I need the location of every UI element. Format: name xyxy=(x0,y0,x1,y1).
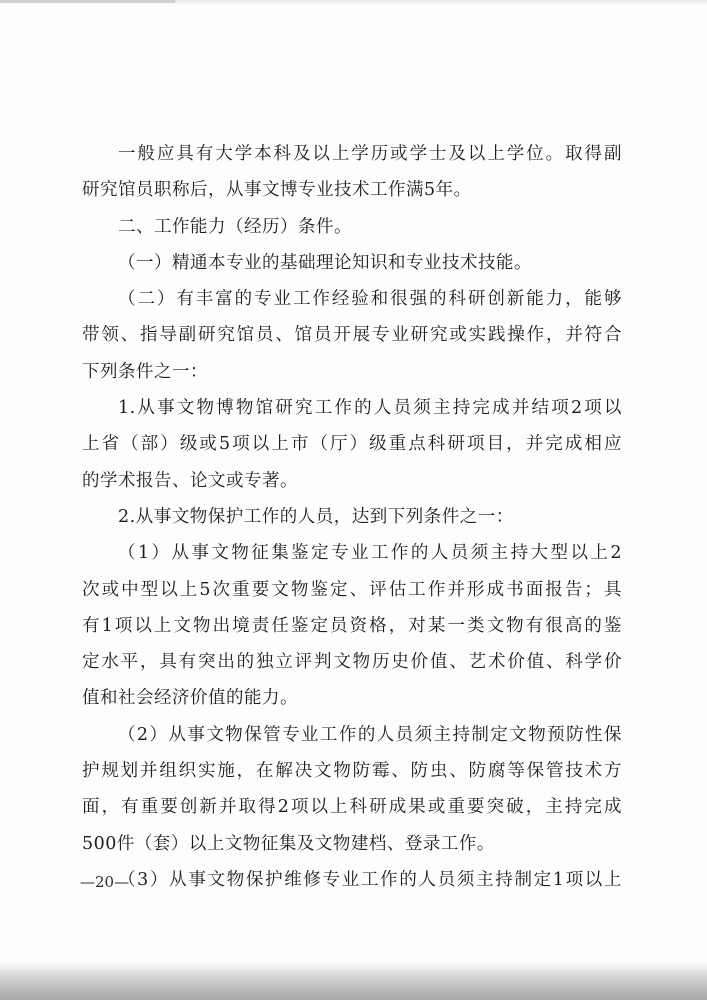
scan-bottom-edge xyxy=(0,970,707,1000)
text-line: 护规划并组织实施，在解决文物防霉、防虫、防腐等保管技术方 xyxy=(82,761,622,782)
text-line: 2.从事文物保护工作的人员，达到下列条件之一： xyxy=(118,506,514,527)
text-line: 研究馆员职称后，从事文博专业技术工作满5年。 xyxy=(82,180,472,201)
text-line: 次或中型以上5次重要文物鉴定、评估工作并形成书面报告；具 xyxy=(82,579,622,600)
text-line: 500件（套）以上文物征集及文物建档、登录工作。 xyxy=(82,833,495,854)
text-line: 面，有重要创新并取得2项以上科研成果或重要突破，主持完成 xyxy=(82,797,622,818)
text-line: 二、工作能力（经历）条件。 xyxy=(118,216,352,237)
text-line: 上省（部）级或5项以上市（厅）级重点科研项目，并完成相应 xyxy=(82,434,622,455)
text-line: 值和社会经济价值的能力。 xyxy=(82,688,298,709)
text-line: 定水平，具有突出的独立评判文物历史价值、艺术价值、科学价 xyxy=(82,652,622,673)
page-number: —20— xyxy=(80,873,130,891)
text-line: 有1项以上文物出境责任鉴定员资格，对某一类文物有很高的鉴 xyxy=(82,615,622,636)
text-line: （3）从事文物保护维修专业工作的人员须主持制定1项以上 xyxy=(118,869,622,890)
text-line: 带领、指导副研究馆员、馆员开展专业研究或实践操作，并符合 xyxy=(82,325,622,346)
body-text xyxy=(82,136,622,898)
scan-top-mark xyxy=(0,0,175,3)
text-line: 下列条件之一： xyxy=(82,361,208,382)
text-line: （2）从事文物保管专业工作的人员须主持制定文物预防性保 xyxy=(118,724,622,745)
text-line: 一般应具有大学本科及以上学历或学士及以上学位。取得副 xyxy=(118,144,622,164)
text-line: （1）从事文物征集鉴定专业工作的人员须主持大型以上2 xyxy=(118,543,622,564)
text-line: （二）有丰富的专业工作经验和很强的科研创新能力，能够 xyxy=(118,289,622,310)
text-line: 的学术报告、论文或专著。 xyxy=(82,470,298,491)
text-line: 1.从事文物博物馆研究工作的人员须主持完成并结项2项以 xyxy=(118,398,622,419)
text-line: （一）精通本专业的基础理论知识和专业技术技能。 xyxy=(118,252,532,273)
